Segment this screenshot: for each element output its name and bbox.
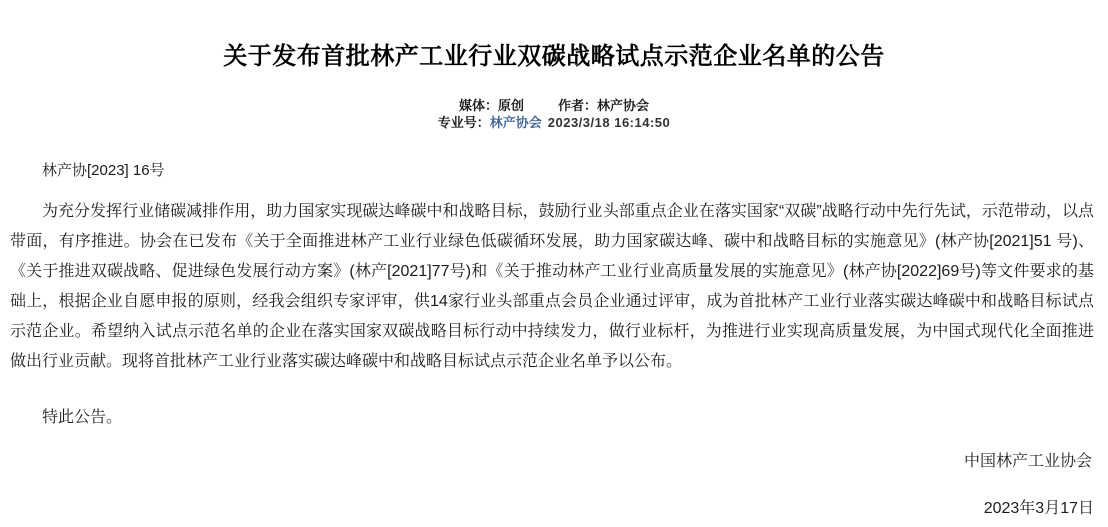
issuer-signature: 中国林产工业协会 [963, 453, 1092, 470]
main-paragraph: 为充分发挥行业储碳减排作用，助力国家实现碳达峰碳中和战略目标，鼓励行业头部重点企业在落实国家“双碳”战略行动中先行先试，示范带动，以点带面，有序推进。协会在已发布《关于全面推进林产工业行业绿色低碳循环发展，助力国家碳达峰、碳中和战略目标的实施意见》(林产协[2021]51 号)、《关于推进双碳战略、促进绿色发展行动方案》(林产[2021]77号)和《关于推动林产工业行业高质量发展的实施意见》(林产协[2022]69号)等文件要求的基础上，根据企业自愿申报的原则，经我会组织专家评审，供14家行业头部重点会员企业通过评审，成为首批林产工业行业落实碳达峰碳中和战略目标试点示范企业。希望纳入试点示范名单的企业在落实国家双碳战略目标行动中持续发力，做行业标杆，为推进行业实现高质量发展，为中国式现代化全面推进做出行业贡献。现将首批林产工业行业落实碳达峰碳中和战略目标试点示范企业名单予以公布。 [10, 203, 1094, 370]
meta-row-media-author [0, 97, 1108, 114]
media-value: 原创 [497, 98, 524, 113]
author-label: 作者： [558, 98, 598, 113]
document-body [10, 159, 1094, 524]
account-label: 专业号： [437, 115, 490, 130]
issue-date: 2023年3月17日 [983, 500, 1094, 517]
media-label: 媒体： [458, 98, 498, 113]
meta-row-account-time [0, 114, 1108, 131]
account-link[interactable]: 林产协会 [489, 115, 542, 130]
closing-paragraph: 特此公告。 [42, 409, 123, 426]
publish-timestamp: 2023/3/18 16:14:50 [547, 115, 671, 130]
meta-block [0, 97, 1108, 131]
author-value: 林产协会 [597, 98, 650, 113]
announcement-page [0, 36, 1108, 527]
document-number: 林产协[2023] 16号 [42, 162, 165, 179]
page-title: 关于发布首批林产工业行业双碳战略试点示范企业名单的公告 [223, 44, 885, 70]
